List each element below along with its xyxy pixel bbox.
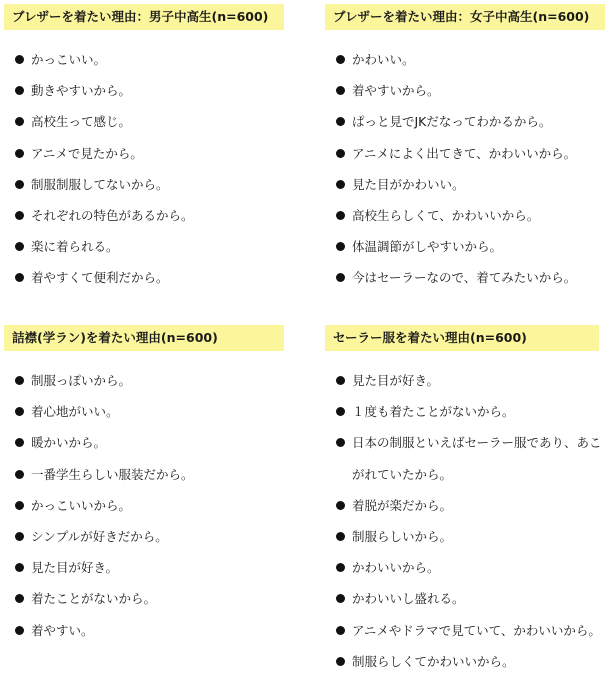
bullet-icon [336,532,345,541]
bullet-icon [336,149,345,158]
list-item [325,44,605,75]
list-item-text: 着やすい。 [31,622,94,638]
list-item [4,200,284,231]
sailor-panel [325,325,605,677]
bullet-icon [15,438,24,447]
list-item-text: かわいいから。 [352,560,440,576]
list-item [325,427,605,489]
bullet-icon [336,242,345,251]
bullet-icon [15,117,24,126]
list-item-text: 楽に着られる。 [31,239,119,255]
list-item-text: 見た目がかわいい。 [352,176,465,192]
list-item-text: 日本の制服といえばセーラー服であり、あこがれていたから。 [352,435,602,482]
list-item [4,138,284,169]
bullet-icon [15,532,24,541]
bullet-icon [336,273,345,282]
list-item-text: それぞれの特色があるから。 [31,208,194,224]
list-item [4,552,284,583]
bullet-icon [336,626,345,635]
list-item-text: ぱっと見でJKだなってわかるから。 [352,114,552,130]
list-item [4,106,284,137]
list-item [4,521,284,552]
list-item-text: かっこいい。 [31,52,107,67]
list-item-text: かわいい。 [352,52,415,67]
list-item [325,552,605,583]
reason-list [325,44,605,294]
bullet-icon [15,149,24,158]
bullet-icon [15,376,24,385]
bullet-icon [336,594,345,603]
list-item [325,75,605,106]
bullet-icon [15,563,24,572]
list-item [325,583,605,614]
list-item-text: 見た目が好き。 [31,560,119,576]
list-item-text: 今はセーラーなので、着てみたいから。 [352,270,577,286]
list-item [325,200,605,231]
list-item [4,459,284,490]
list-item-text: 制服らしいから。 [352,529,453,545]
panel-title: セーラー服を着たい理由(n=600) [325,325,599,351]
list-item [4,365,284,396]
list-item [4,427,284,458]
list-item-text: 高校生って感じ。 [31,114,132,130]
list-item [325,231,605,262]
list-item-text: 暖かいから。 [31,435,107,451]
list-item-text: 体温調節がしやすいから。 [352,239,503,255]
list-item-text: かわいいし盛れる。 [352,591,465,607]
bullet-icon [15,594,24,603]
list-item-text: 着脱が楽だから。 [352,497,453,513]
bullet-icon [336,211,345,220]
reason-list [325,365,605,677]
bullet-icon [15,470,24,479]
list-item-text: １度も着たことがないから。 [352,404,515,420]
list-item [325,615,605,646]
reason-list [4,44,284,294]
list-item [4,169,284,200]
bullet-icon [336,501,345,510]
bullet-icon [15,242,24,251]
bullet-icon [336,438,345,447]
list-item [325,490,605,521]
bullet-icon [15,55,24,64]
list-item-text: シンプルが好きだから。 [31,529,168,545]
list-item [325,262,605,293]
list-item-text: かっこいいから。 [31,497,132,513]
list-item [325,521,605,552]
bullet-icon [336,407,345,416]
list-item [4,231,284,262]
panel-title: ブレザーを着たい理由：男子中高生(n=600) [4,4,284,30]
list-item-text: アニメで見たから。 [31,145,143,161]
gakuran-panel [4,325,284,646]
list-item-text: 制服制服してないから。 [31,176,169,192]
list-item [4,615,284,646]
blazer-boys-panel [4,4,284,294]
list-item [325,646,605,677]
list-item-text: 着やすいから。 [352,83,440,99]
bullet-icon [336,55,345,64]
bullet-icon [336,180,345,189]
bullet-icon [15,211,24,220]
list-item [4,490,284,521]
bullet-icon [336,376,345,385]
bullet-icon [15,501,24,510]
list-item-text: 制服らしくてかわいいから。 [352,653,515,669]
reason-list [4,365,284,646]
bullet-icon [15,180,24,189]
bullet-icon [15,86,24,95]
list-item-text: 着心地がいい。 [31,404,119,420]
bullet-icon [15,407,24,416]
list-item-text: 動きやすいから。 [31,83,132,99]
list-item-text: 制服っぽいから。 [31,373,132,388]
list-item-text: 一番学生らしい服装だから。 [31,466,194,482]
bullet-icon [336,86,345,95]
list-item [325,138,605,169]
list-item-text: 高校生らしくて、かわいいから。 [352,208,540,224]
list-item-text: アニメやドラマで見ていて、かわいいから。 [352,622,601,638]
list-item [4,75,284,106]
panel-title: ブレザーを着たい理由：女子中高生(n=600) [325,4,605,30]
bullet-icon [15,273,24,282]
list-item [325,365,605,396]
list-item [325,169,605,200]
blazer-girls-panel [325,4,605,294]
list-item [4,583,284,614]
list-item [4,262,284,293]
bullet-icon [336,563,345,572]
list-item-text: 見た目が好き。 [352,373,440,388]
bullet-icon [336,657,345,666]
bullet-icon [336,117,345,126]
panel-title: 詰襟(学ラン)を着たい理由(n=600) [4,325,284,351]
bullet-icon [15,626,24,635]
list-item-text: 着やすくて便利だから。 [31,270,169,286]
list-item [325,396,605,427]
list-item [4,44,284,75]
list-item [4,396,284,427]
list-item-text: 着たことがないから。 [31,591,157,607]
list-item-text: アニメによく出てきて、かわいいから。 [352,145,577,161]
list-item [325,106,605,137]
